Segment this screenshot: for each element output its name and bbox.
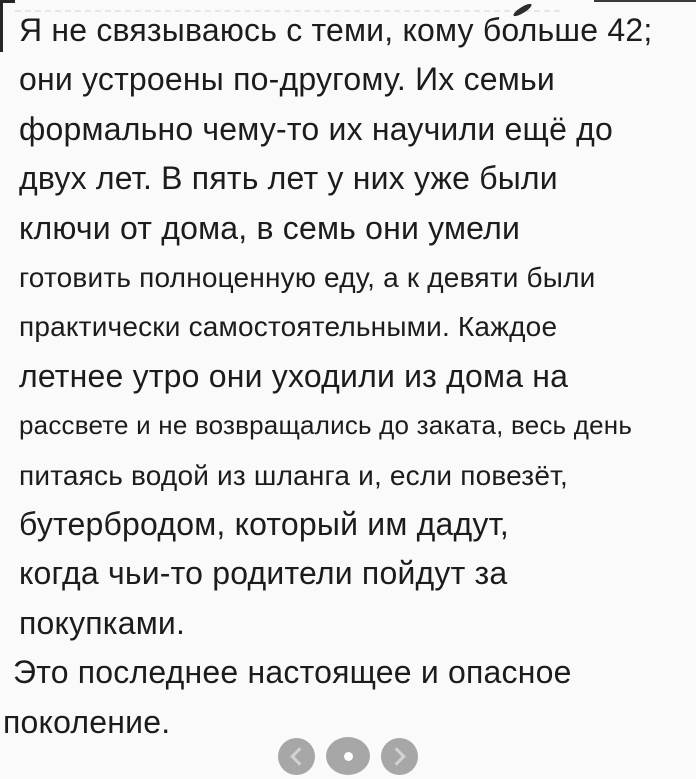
text-line: рассвете и не возвращались до заката, весь день xyxy=(19,410,633,441)
carousel-nav xyxy=(278,737,418,775)
text-line: двух лет. В пять лет у них уже были xyxy=(19,160,558,197)
crop-artifact-top-left xyxy=(0,0,15,3)
chevron-left-icon xyxy=(290,747,308,765)
crop-artifact-top-right xyxy=(594,0,696,2)
dot-icon xyxy=(344,752,353,761)
text-line: практически самостоятельными. Каждое xyxy=(19,311,558,343)
text-line: покупками. xyxy=(19,604,186,641)
post-text xyxy=(0,6,696,747)
text-line: питаясь водой из шланга и, если повезёт, xyxy=(19,459,568,491)
prev-button[interactable] xyxy=(278,738,315,775)
text-line: когда чьи-то родители пойдут за xyxy=(19,555,508,592)
text-line: они устроены по-другому. Их семьи xyxy=(19,61,555,98)
chevron-right-icon xyxy=(387,747,405,765)
text-line: летнее утро они уходили из дома на xyxy=(19,357,569,394)
text-line: Это последнее настоящее и опасное xyxy=(13,654,572,691)
next-button[interactable] xyxy=(381,738,418,775)
text-line: готовить полноценную еду, а к девяти были xyxy=(19,262,596,294)
text-line: формально чему-то их научили ещё до xyxy=(19,110,614,147)
page-indicator[interactable] xyxy=(326,737,370,775)
text-line: бутербродом, который им дадут, xyxy=(19,506,509,543)
text-line: ключи от дома, в семь они умели xyxy=(19,209,521,246)
text-line: Я не связываюсь с теми, кому больше 42; xyxy=(19,12,653,48)
text-line: поколение. xyxy=(3,703,171,740)
